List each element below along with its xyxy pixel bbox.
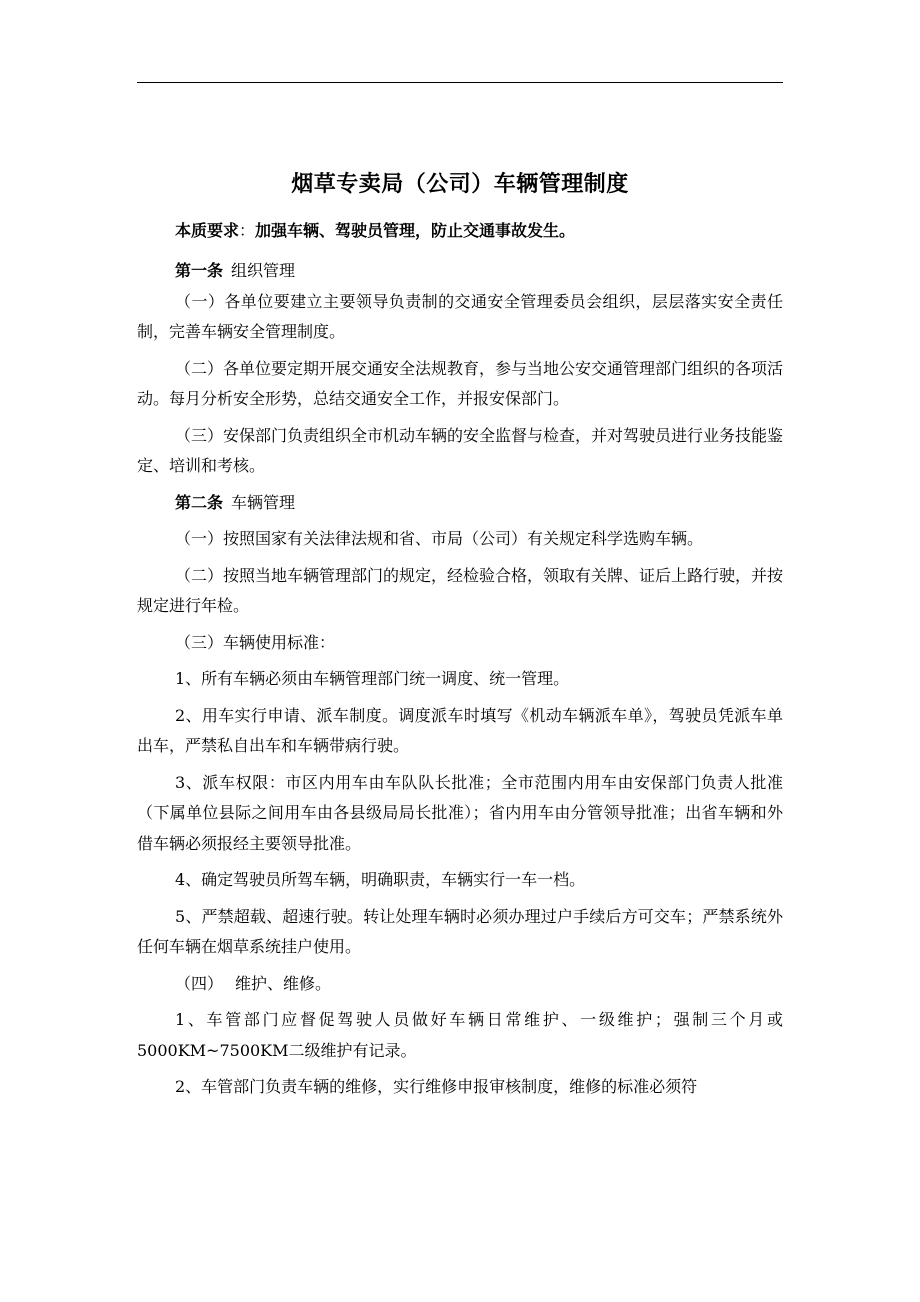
- usage-item-5: 5、严禁超载、超速行驶。转让处理车辆时必须办理过户手续后方可交车；严禁系统外任何车辆在烟草系统挂户使用。: [137, 906, 783, 956]
- essence-label: 本质要求: [175, 221, 240, 240]
- usage-item-3: 3、派车权限：市区内用车由车队队长批准；全市范围内用车由安保部门负责人批准（下属单位县际之间用车由各县级局局长批准）；省内用车由分管领导批准；出省车辆和外借车辆必须报经主要领导批准。: [137, 772, 783, 853]
- maintenance-label: （四）: [175, 973, 224, 993]
- article-2-item-1: （一）按照国家有关法律法规和省、市局（公司）有关规定科学选购车辆。: [175, 529, 704, 548]
- document-title: 烟草专卖局（公司）车辆管理制度: [291, 172, 629, 197]
- usage-item-1: 1、所有车辆必须由车辆管理部门统一调度、统一管理。: [175, 669, 570, 688]
- usage-item-2: 2、用车实行申请、派车制度。调度派车时填写《机动车辆派车单》，驾驶员凭派车单出车，严禁私自出车和车辆带病行驶。: [137, 705, 783, 755]
- essence-text: 加强车辆、驾驶员管理，防止交通事故发生。: [255, 221, 576, 240]
- article-1-heading: [137, 256, 783, 287]
- essence-separator: ：: [239, 221, 256, 240]
- article-2-item-2: （二）按照当地车辆管理部门的规定，经检验合格，领取有关牌、证后上路行驶，并按规定进行年检。: [137, 565, 784, 615]
- article-1-name: 组织管理: [231, 261, 296, 280]
- article-1-item-3: （三）安保部门负责组织全市机动车辆的安全监督与检查，并对驾驶员进行业务技能鉴定、培训和考核。: [137, 425, 784, 475]
- article-2-heading: [137, 488, 783, 519]
- maintenance-heading: [137, 969, 783, 1000]
- article-1-item-1: （一）各单位要建立主要领导负责制的交通安全管理委员会组织，层层落实安全责任制，完善车辆安全管理制度。: [137, 291, 783, 341]
- maintenance-text: 维护、维修。: [235, 973, 332, 993]
- article-1-item-2: （二）各单位要定期开展交通安全法规教育，参与当地公安交通管理部门组织的各项活动。每月分析安全形势，总结交通安全工作，并报安保部门。: [137, 358, 784, 408]
- article-2-name: 车辆管理: [231, 492, 296, 512]
- article-2-number: 第二条: [175, 492, 224, 512]
- maintenance-item-2: 2、车管部门负责车辆的维修，实行维修申报审核制度，维修的标准必须符: [175, 1077, 698, 1096]
- usage-standards-heading: （三）车辆使用标准：: [175, 632, 336, 652]
- article-1-number: 第一条: [175, 261, 224, 280]
- document-body: [137, 216, 783, 1103]
- maintenance-item-1: 1、车管部门应督促驾驶人员做好车辆日常维护、一级维护；强制三个月或5000KM~7500KM二级维护有记录。: [137, 1010, 783, 1060]
- usage-item-4: 4、确定驾驶员所驾车辆，明确职责，车辆实行一车一档。: [175, 870, 586, 889]
- essence-requirement: [137, 216, 783, 246]
- header-rule: [137, 82, 783, 83]
